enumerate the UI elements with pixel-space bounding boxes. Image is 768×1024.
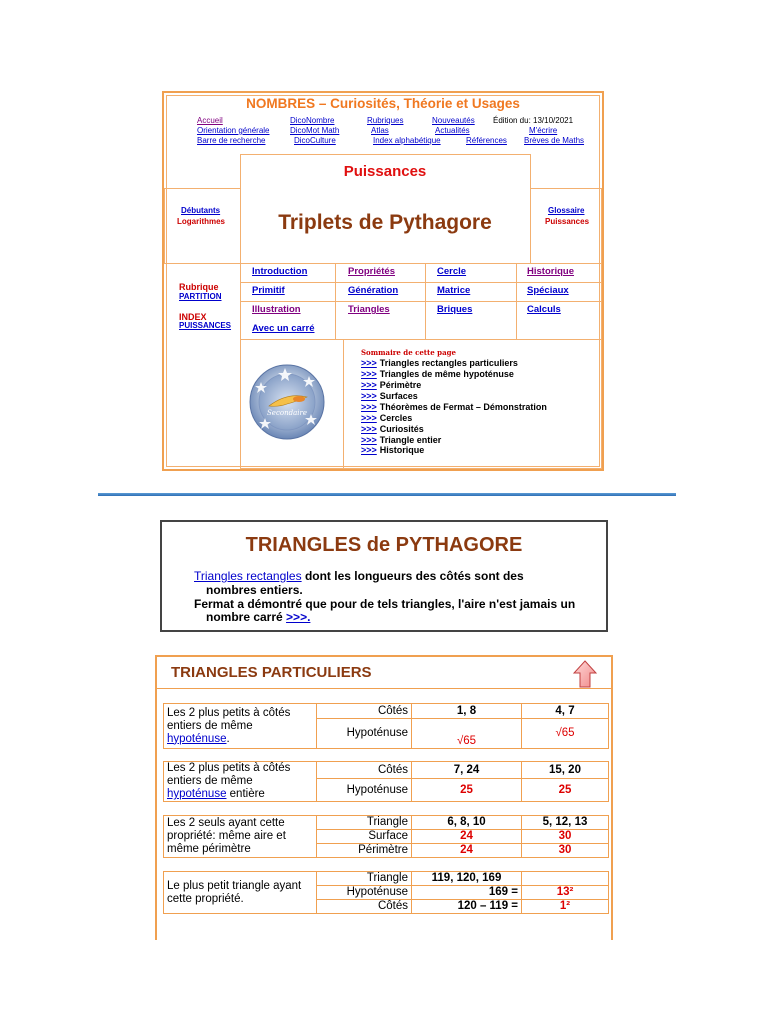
summary-item[interactable]: >>> Surfaces (361, 391, 418, 401)
table-same-area-perimeter (163, 815, 609, 858)
summary-item[interactable]: >>> Triangles rectangles particuliers (361, 358, 518, 368)
value-cell: 4, 7 (522, 704, 609, 719)
summary-item[interactable]: >>> Cercles (361, 413, 413, 423)
grid-primitif[interactable]: Primitif (252, 285, 285, 296)
nav-actualites[interactable]: Actualités (435, 126, 470, 135)
table-desc: Les 2 plus petits à côtés entiers de même hypoténuse entière (164, 762, 317, 802)
value-cell: 7, 24 (412, 762, 522, 779)
rubrique-label: Rubrique (179, 282, 219, 292)
link-hypotenuse[interactable]: hypoténuse (167, 788, 227, 800)
link-index-puissances[interactable]: PUISSANCES (179, 321, 232, 330)
right-side-cell (530, 188, 602, 264)
nav-diconombre[interactable]: DicoNombre (290, 116, 335, 125)
label-perimetre: Périmètre (317, 844, 412, 858)
intro-panel (160, 520, 608, 632)
nav-accueil[interactable]: Accueil (197, 116, 223, 125)
grid-triangles[interactable]: Triangles (348, 304, 390, 315)
summary-item[interactable]: >>> Périmètre (361, 380, 422, 390)
grid-briques[interactable]: Briques (437, 304, 473, 315)
edition-date: Édition du: 13/10/2021 (493, 116, 574, 125)
nav-references[interactable]: Références (466, 136, 507, 145)
grid-calculs[interactable]: Calculs (527, 304, 561, 315)
value-cell: 169 = (412, 886, 522, 900)
grid-proprietes[interactable]: Propriétés (348, 266, 395, 277)
horizontal-separator (98, 493, 676, 496)
nav-dicoculture[interactable]: DicoCulture (294, 136, 336, 145)
index-label: INDEX (179, 312, 207, 322)
value-cell: 24 (412, 844, 522, 858)
nav-breves[interactable]: Brèves de Maths (524, 136, 585, 145)
link-debutants[interactable]: Débutants (181, 206, 221, 215)
nav-orientation[interactable]: Orientation générale (197, 126, 270, 135)
link-partition[interactable]: PARTITION (179, 292, 222, 301)
summary-item[interactable]: >>> Triangle entier (361, 435, 442, 445)
table-desc: Le plus petit triangle ayant cette propriété. (164, 872, 317, 914)
left-side-cell (164, 188, 241, 264)
nav-index-alphabetique[interactable]: Index alphabétique (373, 136, 441, 145)
intro-title: TRIANGLES de PYTHAGORE (245, 534, 523, 556)
nav-dicomot[interactable]: DicoMot Math (290, 126, 340, 135)
value-cell: 24 (412, 830, 522, 844)
label-hypotenuse: Hypoténuse (317, 779, 412, 802)
summary-item[interactable]: >>> Curiosités (361, 424, 424, 434)
table-integer-hypotenuse (163, 761, 609, 802)
table-same-hypotenuse (163, 703, 609, 749)
badge-label: Secondaire (267, 409, 307, 417)
value-cell: 30 (522, 844, 609, 858)
summary-item[interactable]: >>> Théorèmes de Fermat – Démonstration (361, 402, 547, 412)
value-cell: 15, 20 (522, 762, 609, 779)
nav-atlas[interactable]: Atlas (371, 126, 389, 135)
grid-speciaux[interactable]: Spéciaux (527, 285, 569, 296)
particuliers-title: TRIANGLES PARTICULIERS (171, 664, 372, 681)
up-arrow-icon[interactable] (573, 660, 597, 688)
value-cell (522, 872, 609, 886)
label-surface: Surface (317, 830, 412, 844)
nav-barre-recherche[interactable]: Barre de recherche (197, 136, 266, 145)
value-cell: 13² (522, 886, 609, 900)
value-cell: 1² (522, 900, 609, 914)
link-hypotenuse[interactable]: hypoténuse (167, 732, 227, 745)
label-cotes: Côtés (317, 704, 412, 719)
link-glossaire[interactable]: Glossaire (548, 206, 585, 215)
table-desc: Les 2 plus petits à côtés entiers de même hypoténuse. (164, 704, 317, 749)
value-cell: 120 – 119 = (412, 900, 522, 914)
value-cell: √65 (412, 719, 522, 749)
grid-cercle[interactable]: Cercle (437, 266, 467, 277)
nav-nouveautes[interactable]: Nouveautés (432, 116, 475, 125)
summary-item[interactable]: >>> Historique (361, 445, 425, 455)
nav-ecrire[interactable]: M'écrire (529, 126, 558, 135)
value-cell: 119, 120, 169 (412, 872, 522, 886)
label-hypotenuse: Hypoténuse (317, 719, 412, 749)
link-nombre-carre[interactable]: >>>. (286, 610, 311, 624)
intro-line-3: Fermat a démontré que pour de tels triangles, l'aire n'est jamais un (194, 597, 576, 611)
label-triangle: Triangle (317, 816, 412, 830)
value-cell: √65 (522, 719, 609, 749)
table-smallest-triangle (163, 871, 609, 914)
secondaire-badge (249, 364, 325, 440)
link-puissances[interactable]: Puissances (545, 217, 590, 226)
label-hypotenuse: Hypoténuse (317, 886, 412, 900)
value-cell: 25 (412, 779, 522, 802)
value-cell: 5, 12, 13 (522, 816, 609, 830)
summary-item[interactable]: >>> Triangles de même hypoténuse (361, 369, 514, 379)
value-cell: 6, 8, 10 (412, 816, 522, 830)
value-cell: 30 (522, 830, 609, 844)
grid-illustration[interactable]: Illustration (252, 304, 301, 315)
intro-line-1: Triangles rectangles dont les longueurs des côtés sont des (194, 569, 524, 583)
site-title[interactable]: NOMBRES – Curiosités, Théorie et Usages (246, 96, 520, 111)
label-triangle: Triangle (317, 872, 412, 886)
intro-line-4: nombre carré >>>. (206, 610, 311, 624)
grid-historique[interactable]: Historique (527, 266, 574, 277)
grid-introduction[interactable]: Introduction (252, 266, 308, 277)
link-triangles-rectangles[interactable]: Triangles rectangles (194, 569, 302, 583)
grid-avec-un-carre[interactable]: Avec un carré (252, 323, 315, 334)
nav-rubriques[interactable]: Rubriques (367, 116, 404, 125)
title-divider (157, 688, 611, 689)
link-logarithmes[interactable]: Logarithmes (177, 217, 226, 226)
section-title: Puissances (343, 163, 427, 180)
summary-title: Sommaire de cette page (361, 348, 456, 357)
label-cotes: Côtés (317, 900, 412, 914)
label-cotes: Côtés (317, 762, 412, 779)
value-cell: 25 (522, 779, 609, 802)
value-cell: 1, 8 (412, 704, 522, 719)
intro-line-2: nombres entiers. (206, 583, 303, 597)
grid-generation[interactable]: Génération (348, 285, 399, 296)
page-title: Triplets de Pythagore (278, 211, 492, 234)
table-desc: Les 2 seuls ayant cette propriété: même aire et même périmètre (164, 816, 317, 858)
grid-matrice[interactable]: Matrice (437, 285, 471, 296)
